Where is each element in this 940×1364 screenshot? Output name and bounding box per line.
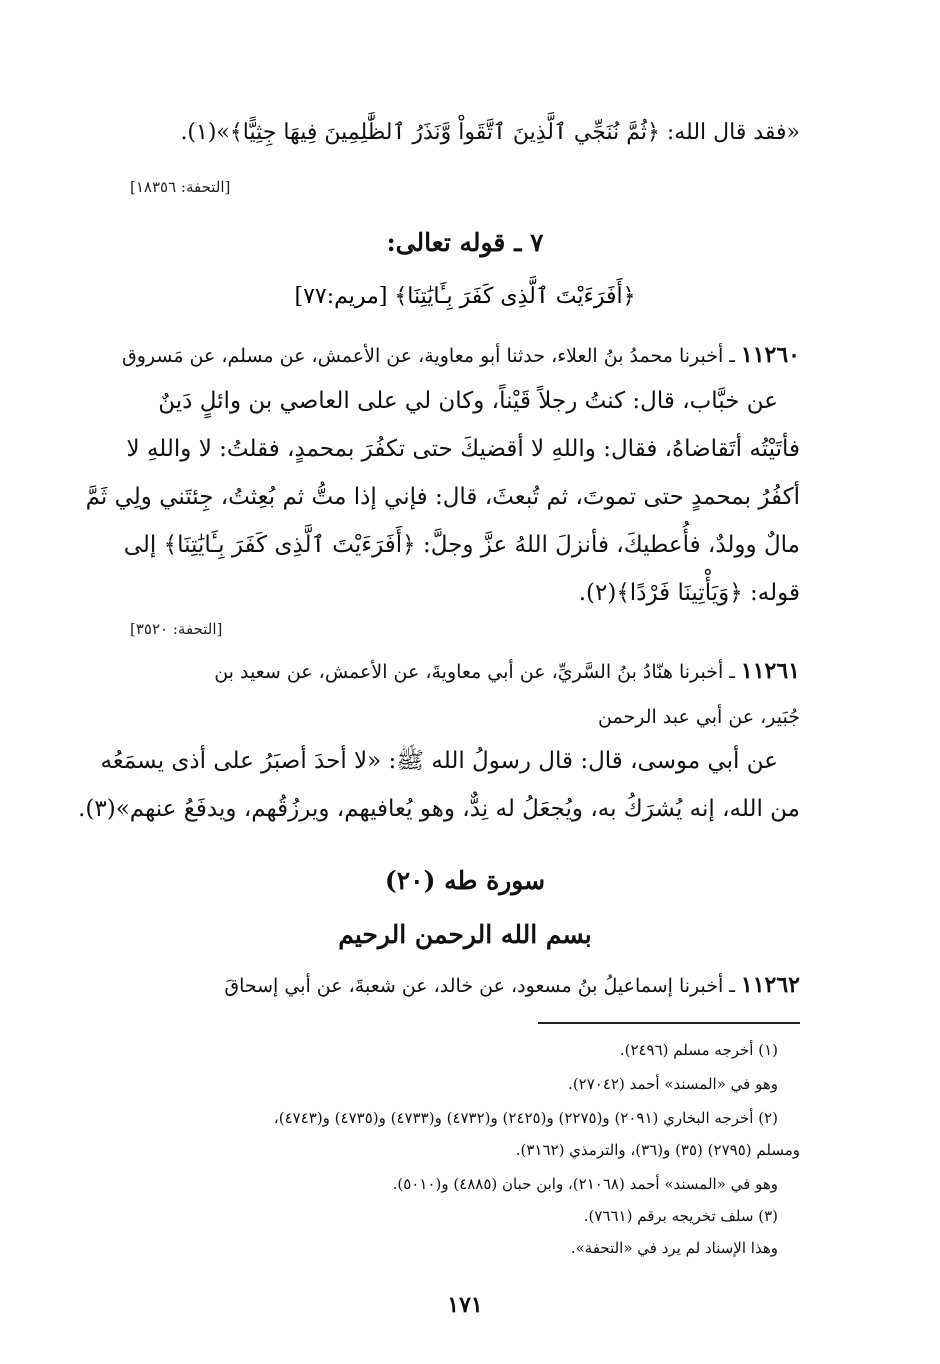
tuhfa-ref-1: [التحفة: ١٨٣٥٦] <box>130 178 231 196</box>
isnad-text: ـ أخبرنا إسماعيلُ بنُ مسعود، عن خالد، عن شعبةَ، عن أبي إسحاقَ <box>224 975 735 997</box>
quote-text: «فقد قال الله: ﴿ثُمَّ نُنَجِّي ٱلَّذِينَ ٱتَّقَواْ وَّنَذَرُ ٱلظَّٰلِمِينَ فِيهَا جِثِيًّا﴾»(١). <box>180 120 800 145</box>
hadith-isnad-11261 <box>130 656 800 687</box>
section-heading: ٧ ـ قوله تعالى: <box>386 228 544 257</box>
hadith-number: ١١٢٦٠ <box>740 342 800 368</box>
hadith-number: ١١٢٦٢ <box>740 972 800 998</box>
isnad-text: ـ أخبرنا محمدُ بنُ العلاء، حدثنا أبو معاوية، عن الأعمش، عن مسلم، عن مَسروق <box>121 345 735 367</box>
hadith-line: أكفُرُ بمحمدٍ حتى تموتَ، ثم تُبعثَ، قال: فإني إذا متُّ ثم بُعِثتُ، جِئتَني ولِي ثَمَّ <box>85 484 800 510</box>
book-page <box>78 0 800 1364</box>
basmala: بسم الله الرحمن الرحيم <box>338 920 592 949</box>
quote-line <box>130 118 800 148</box>
hadith-line: قوله: ﴿وَيَأْتِينَا فَرْدًا﴾(٢). <box>578 580 800 606</box>
footnote-line: (٣) سلف تخريجه برقم (٧٦٦١). <box>583 1207 778 1225</box>
hadith-line: من الله، إنه يُشرَكُ به، ويُجعَلُ له نِدٌّ، وهو يُعافيهم، ويرزُقُهم، ويدفَعُ عنهم»(٣). <box>78 796 800 822</box>
surah-title: سورة طه (٢٠) <box>384 866 546 895</box>
footnote-line: (٢) أخرجه البخاري (٢٠٩١) و(٢٢٧٥) و(٢٤٢٥) و(٤٧٣٢) و(٤٧٣٣) و(٤٧٣٥) و(٤٧٤٣)، <box>273 1109 778 1127</box>
hadith-isnad-11262 <box>130 970 800 1001</box>
footnote-line: (١) أخرجه مسلم (٢٤٩٦). <box>619 1041 778 1059</box>
isnad-text: ـ أخبرنا هنّادُ بنُ السَّريِّ، عن أبي معاويةَ، عن الأعمش، عن سعيد بن <box>214 661 735 683</box>
footnote-line: وهو في «المسند» أحمد (٢٧٠٤٢). <box>568 1075 778 1093</box>
footnote-line: وهذا الإسناد لم يرد في «التحفة». <box>570 1239 778 1257</box>
footnote-line: وهو في «المسند» أحمد (٢١٠٦٨)، وابن حبان (٤٨٨٥) و(٥٠١٠). <box>392 1175 778 1193</box>
hadith-line: عن أبي موسى، قال: قال رسولُ الله ﷺ: «لا أحدَ أصبَرُ على أذى يسمَعُه <box>100 748 778 774</box>
isnad-continuation: جُبَير، عن أبي عبد الرحمن <box>598 706 800 728</box>
hadith-line: عن خبَّاب، قال: كنتُ رجلاً قَيْناً، وكان لي على العاصي بن وائلٍ دَينٌ <box>158 388 778 414</box>
tuhfa-ref-2: [التحفة: ٣٥٢٠] <box>130 620 223 638</box>
hadith-line: فأتَيْتُه أتَقاضاهُ، فقال: واللهِ لا أقضيكَ حتى تكفُرَ بمحمدٍ، فقلتُ: لا واللهِ لا <box>126 436 800 462</box>
footnote-divider <box>538 1022 800 1024</box>
verse-heading: ﴿أَفَرَءَيْتَ ٱلَّذِى كَفَرَ بِـَٔايَٰتِنَا﴾ [مريم:٧٧] <box>294 284 636 309</box>
hadith-isnad-11260 <box>121 340 800 371</box>
footnote-line: ومسلم (٢٧٩٥) (٣٥) و(٣٦)، والترمذي (٣١٦٢). <box>515 1141 800 1159</box>
page-number: ١٧١ <box>447 1292 483 1318</box>
hadith-number: ١١٢٦١ <box>740 658 800 684</box>
hadith-line: مالٌ وولدٌ، فأُعطيكَ، فأنزلَ اللهُ عزَّ وجلَّ: ﴿أَفَرَءَيْتَ ٱلَّذِى كَفَرَ بِـَٔايَٰتِنَا﴾ إلى <box>123 532 800 558</box>
